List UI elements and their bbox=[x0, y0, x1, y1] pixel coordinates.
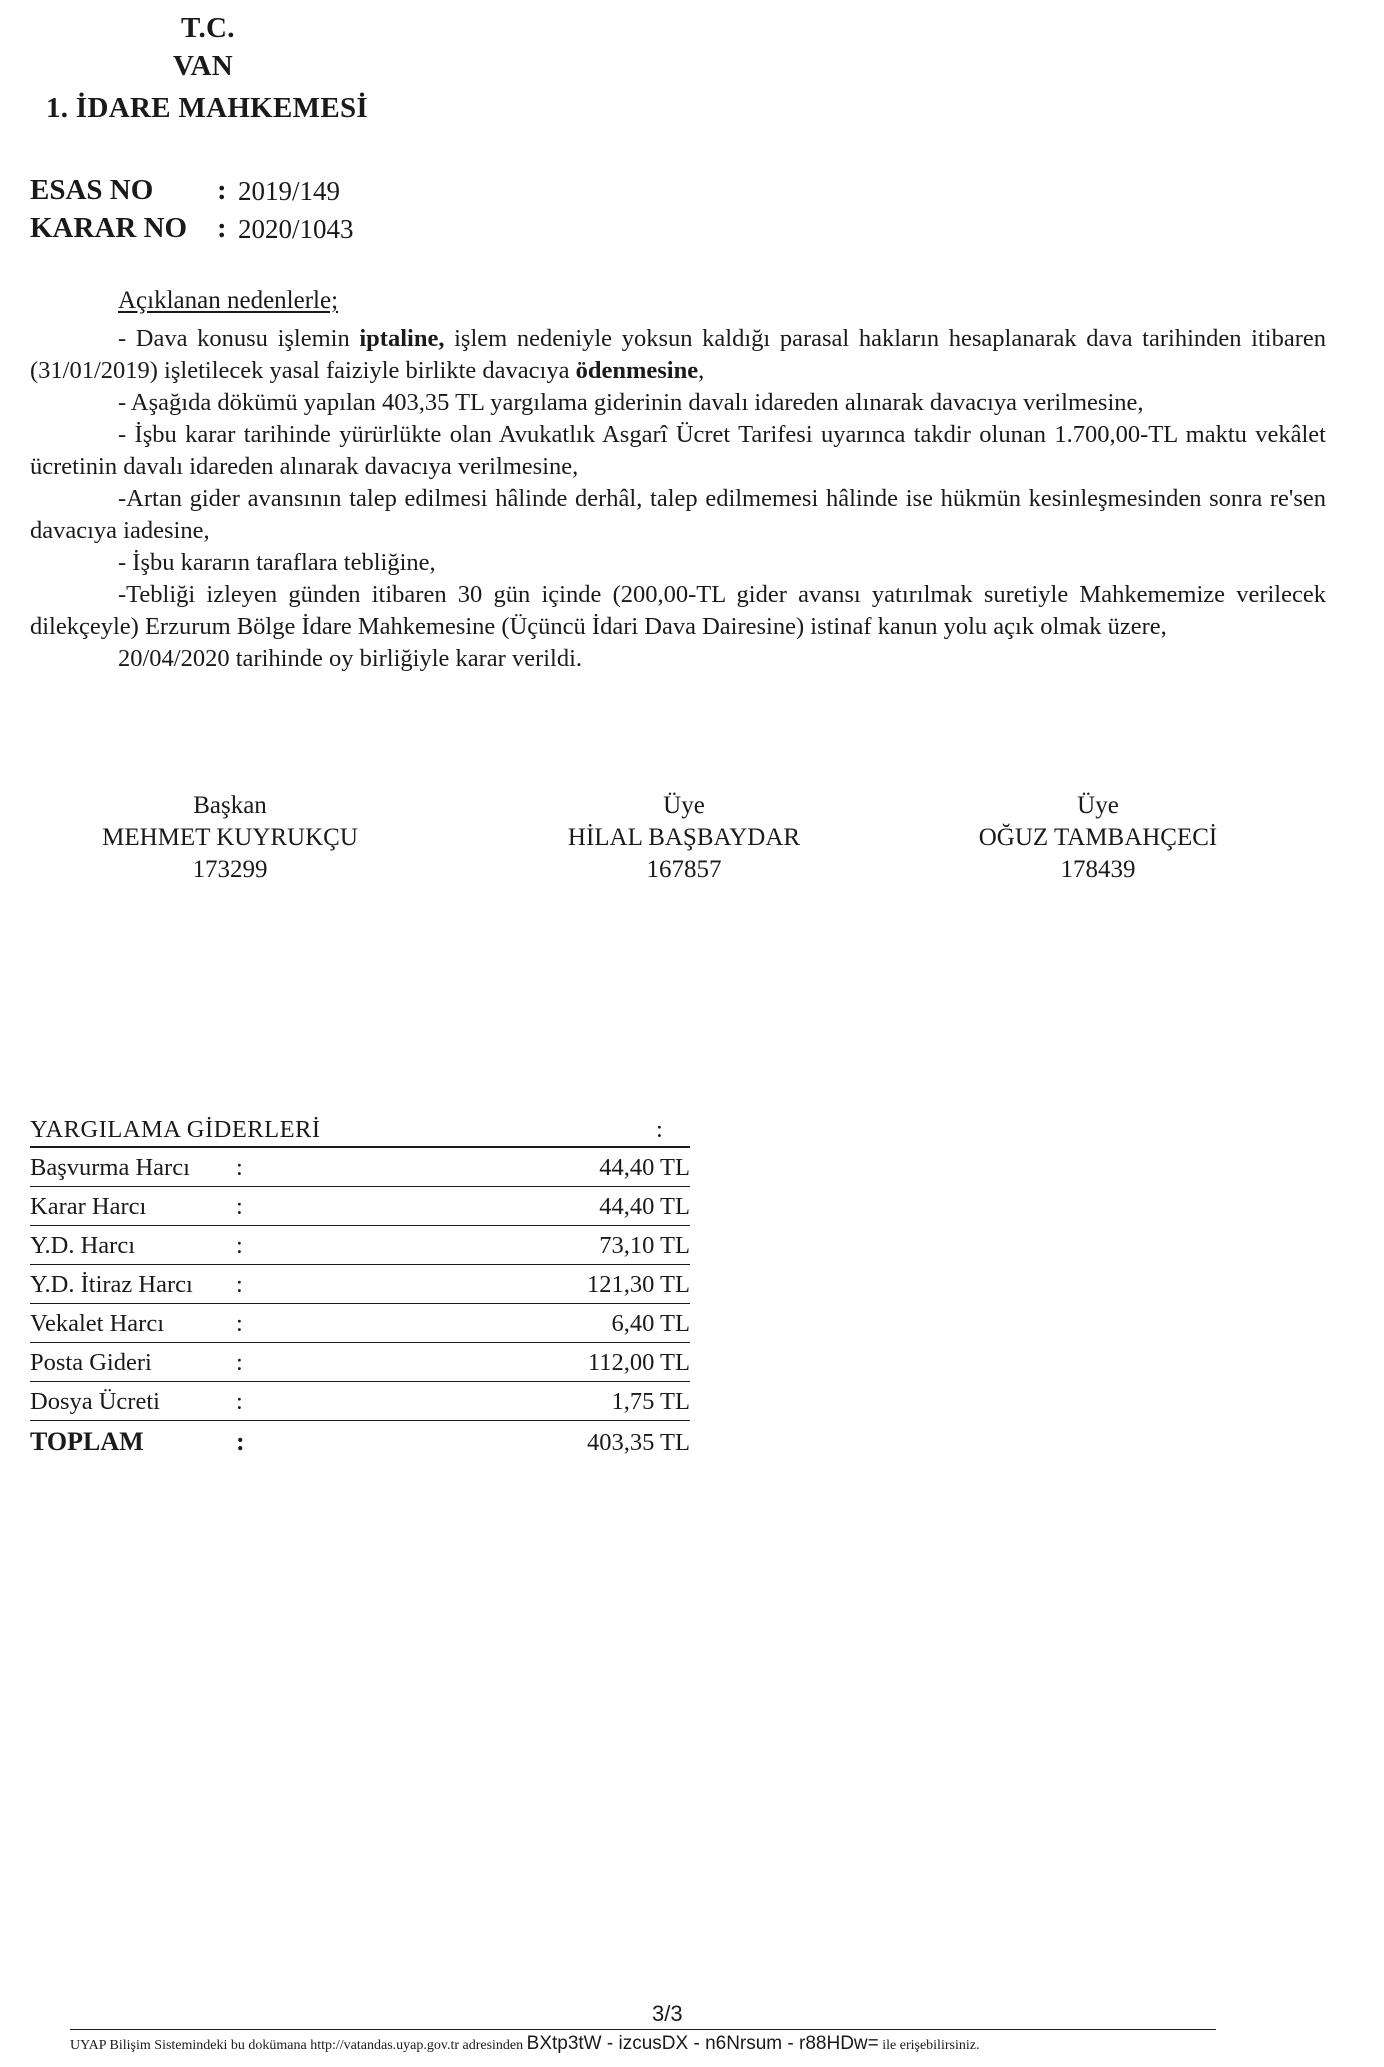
cost-amount: 44,40 TL bbox=[599, 1193, 690, 1220]
esas-label: ESAS NO bbox=[30, 174, 154, 206]
cost-label: Posta Gideri bbox=[30, 1349, 152, 1376]
signature-name: OĞUZ TAMBAHÇECİ bbox=[978, 824, 1218, 851]
cost-label: Dosya Ücreti bbox=[30, 1388, 160, 1415]
signature-member-1 bbox=[484, 790, 884, 886]
cost-colon: : bbox=[236, 1232, 243, 1259]
total-colon: : bbox=[236, 1427, 245, 1456]
paragraph-advance-refund: -Artan gider avansının talep edilmesi hâlinde derhâl, talep edilmemesi hâlinde ise hükmün kesinleşmesinden sonra re'sen davacıya iadesine, bbox=[30, 485, 1326, 544]
signature-name: MEHMET KUYRUKÇU bbox=[102, 824, 358, 851]
esas-value: 2019/149 bbox=[238, 176, 341, 206]
signature-id: 178439 bbox=[1060, 856, 1136, 883]
cost-amount: 6,40 TL bbox=[611, 1310, 690, 1337]
total-row bbox=[30, 1421, 690, 1461]
signature-id: 167857 bbox=[646, 856, 722, 883]
p1-part-e: , bbox=[698, 357, 705, 384]
p1-bold-odenmesine: ödenmesine bbox=[575, 357, 699, 384]
table-row bbox=[30, 1304, 690, 1343]
cost-label: Vekalet Harcı bbox=[30, 1310, 164, 1337]
signature-role: Başkan bbox=[193, 792, 267, 819]
header-court: 1. İDARE MAHKEMESİ bbox=[46, 92, 369, 124]
total-amount: 403,35 TL bbox=[587, 1429, 690, 1456]
footer-divider bbox=[70, 2029, 1216, 2030]
paragraph-annulment bbox=[30, 323, 1326, 387]
cost-amount: 73,10 TL bbox=[599, 1232, 690, 1259]
cost-colon: : bbox=[236, 1193, 243, 1220]
table-row bbox=[30, 1382, 690, 1421]
costs-table bbox=[30, 1112, 690, 1461]
p1-bold-iptaline: iptaline, bbox=[359, 325, 445, 352]
cost-colon: : bbox=[236, 1271, 243, 1298]
footer-suffix: ile erişebilirsiniz. bbox=[878, 2038, 980, 2053]
paragraph-decision-date: 20/04/2020 tarihinde oy birliğiyle karar verildi. bbox=[118, 645, 583, 672]
cost-label: Başvurma Harcı bbox=[30, 1154, 190, 1181]
costs-header bbox=[30, 1112, 690, 1148]
costs-title: YARGILAMA GİDERLERİ bbox=[30, 1116, 321, 1143]
p1-part-a: - Dava konusu işlemin bbox=[118, 325, 360, 352]
signature-name: HİLAL BAŞBAYDAR bbox=[567, 824, 801, 851]
paragraph-attorney-fee: - İşbu karar tarihinde yürürlükte olan Avukatlık Asgarî Ücret Tarifesi uyarınca takdir olunan 1.700,00-TL maktu vekâlet ücretinin davalı idareden alınarak davacıya verilmesine, bbox=[30, 421, 1326, 480]
cost-amount: 1,75 TL bbox=[611, 1388, 690, 1415]
karar-value: 2020/1043 bbox=[238, 214, 354, 244]
costs-title-colon: : bbox=[656, 1116, 663, 1143]
table-row bbox=[30, 1148, 690, 1187]
total-label: TOPLAM bbox=[30, 1427, 144, 1456]
cost-label: Y.D. Harcı bbox=[30, 1232, 136, 1259]
cost-colon: : bbox=[236, 1310, 243, 1337]
p1-part-c: işlem nedeniyle yoksun kaldığı parasal hakların hesaplanarak dava tarihinden itibaren (31/01/2019) işletilecek yasal faiziyle birlikte davacıya bbox=[30, 325, 1326, 384]
header-tc: T.C. bbox=[181, 12, 235, 44]
footer-verification bbox=[70, 2033, 1320, 2055]
header-city: VAN bbox=[173, 50, 233, 82]
cost-label: Karar Harcı bbox=[30, 1193, 147, 1220]
karar-label: KARAR NO bbox=[30, 212, 188, 244]
cost-colon: : bbox=[236, 1154, 243, 1181]
table-row bbox=[30, 1187, 690, 1226]
cost-colon: : bbox=[236, 1388, 243, 1415]
verification-code: BXtp3tW - izcusDX - n6Nrsum - r88HDw= bbox=[526, 2033, 879, 2054]
signature-role: Üye bbox=[1077, 792, 1119, 819]
signature-role: Üye bbox=[663, 792, 705, 819]
intro-heading: Açıklanan nedenlerle; bbox=[118, 287, 339, 314]
cost-amount: 44,40 TL bbox=[599, 1154, 690, 1181]
judgment-body bbox=[30, 323, 1326, 675]
cost-amount: 112,00 TL bbox=[587, 1349, 690, 1376]
table-row bbox=[30, 1226, 690, 1265]
signature-id: 173299 bbox=[192, 856, 268, 883]
cost-label: Y.D. İtiraz Harcı bbox=[30, 1271, 193, 1298]
footer-prefix: UYAP Bilişim Sistemindeki bu dokümana http://vatandas.uyap.gov.tr adresinden bbox=[70, 2038, 527, 2053]
esas-colon: : bbox=[217, 174, 227, 206]
signature-president bbox=[30, 790, 430, 886]
signature-member-2 bbox=[898, 790, 1298, 886]
cost-amount: 121,30 TL bbox=[587, 1271, 690, 1298]
table-row bbox=[30, 1343, 690, 1382]
paragraph-appeal: -Tebliği izleyen günden itibaren 30 gün içinde (200,00-TL gider avansı yatırılmak suretiyle Mahkememize verilecek dilekçeyle) Erzurum Bölge İdare Mahkemesine (Üçüncü İdari Dava Dairesine) istinaf kanun yolu açık olmak üzere, bbox=[30, 581, 1326, 640]
paragraph-costs: - Aşağıda dökümü yapılan 403,35 TL yargılama giderinin davalı idareden alınarak davacıya verilmesine, bbox=[118, 389, 1144, 416]
paragraph-notification: - İşbu kararın taraflara tebliğine, bbox=[118, 549, 436, 576]
table-row bbox=[30, 1265, 690, 1304]
cost-colon: : bbox=[236, 1349, 243, 1376]
karar-colon: : bbox=[217, 212, 227, 244]
page-number: 3/3 bbox=[652, 2001, 683, 2026]
